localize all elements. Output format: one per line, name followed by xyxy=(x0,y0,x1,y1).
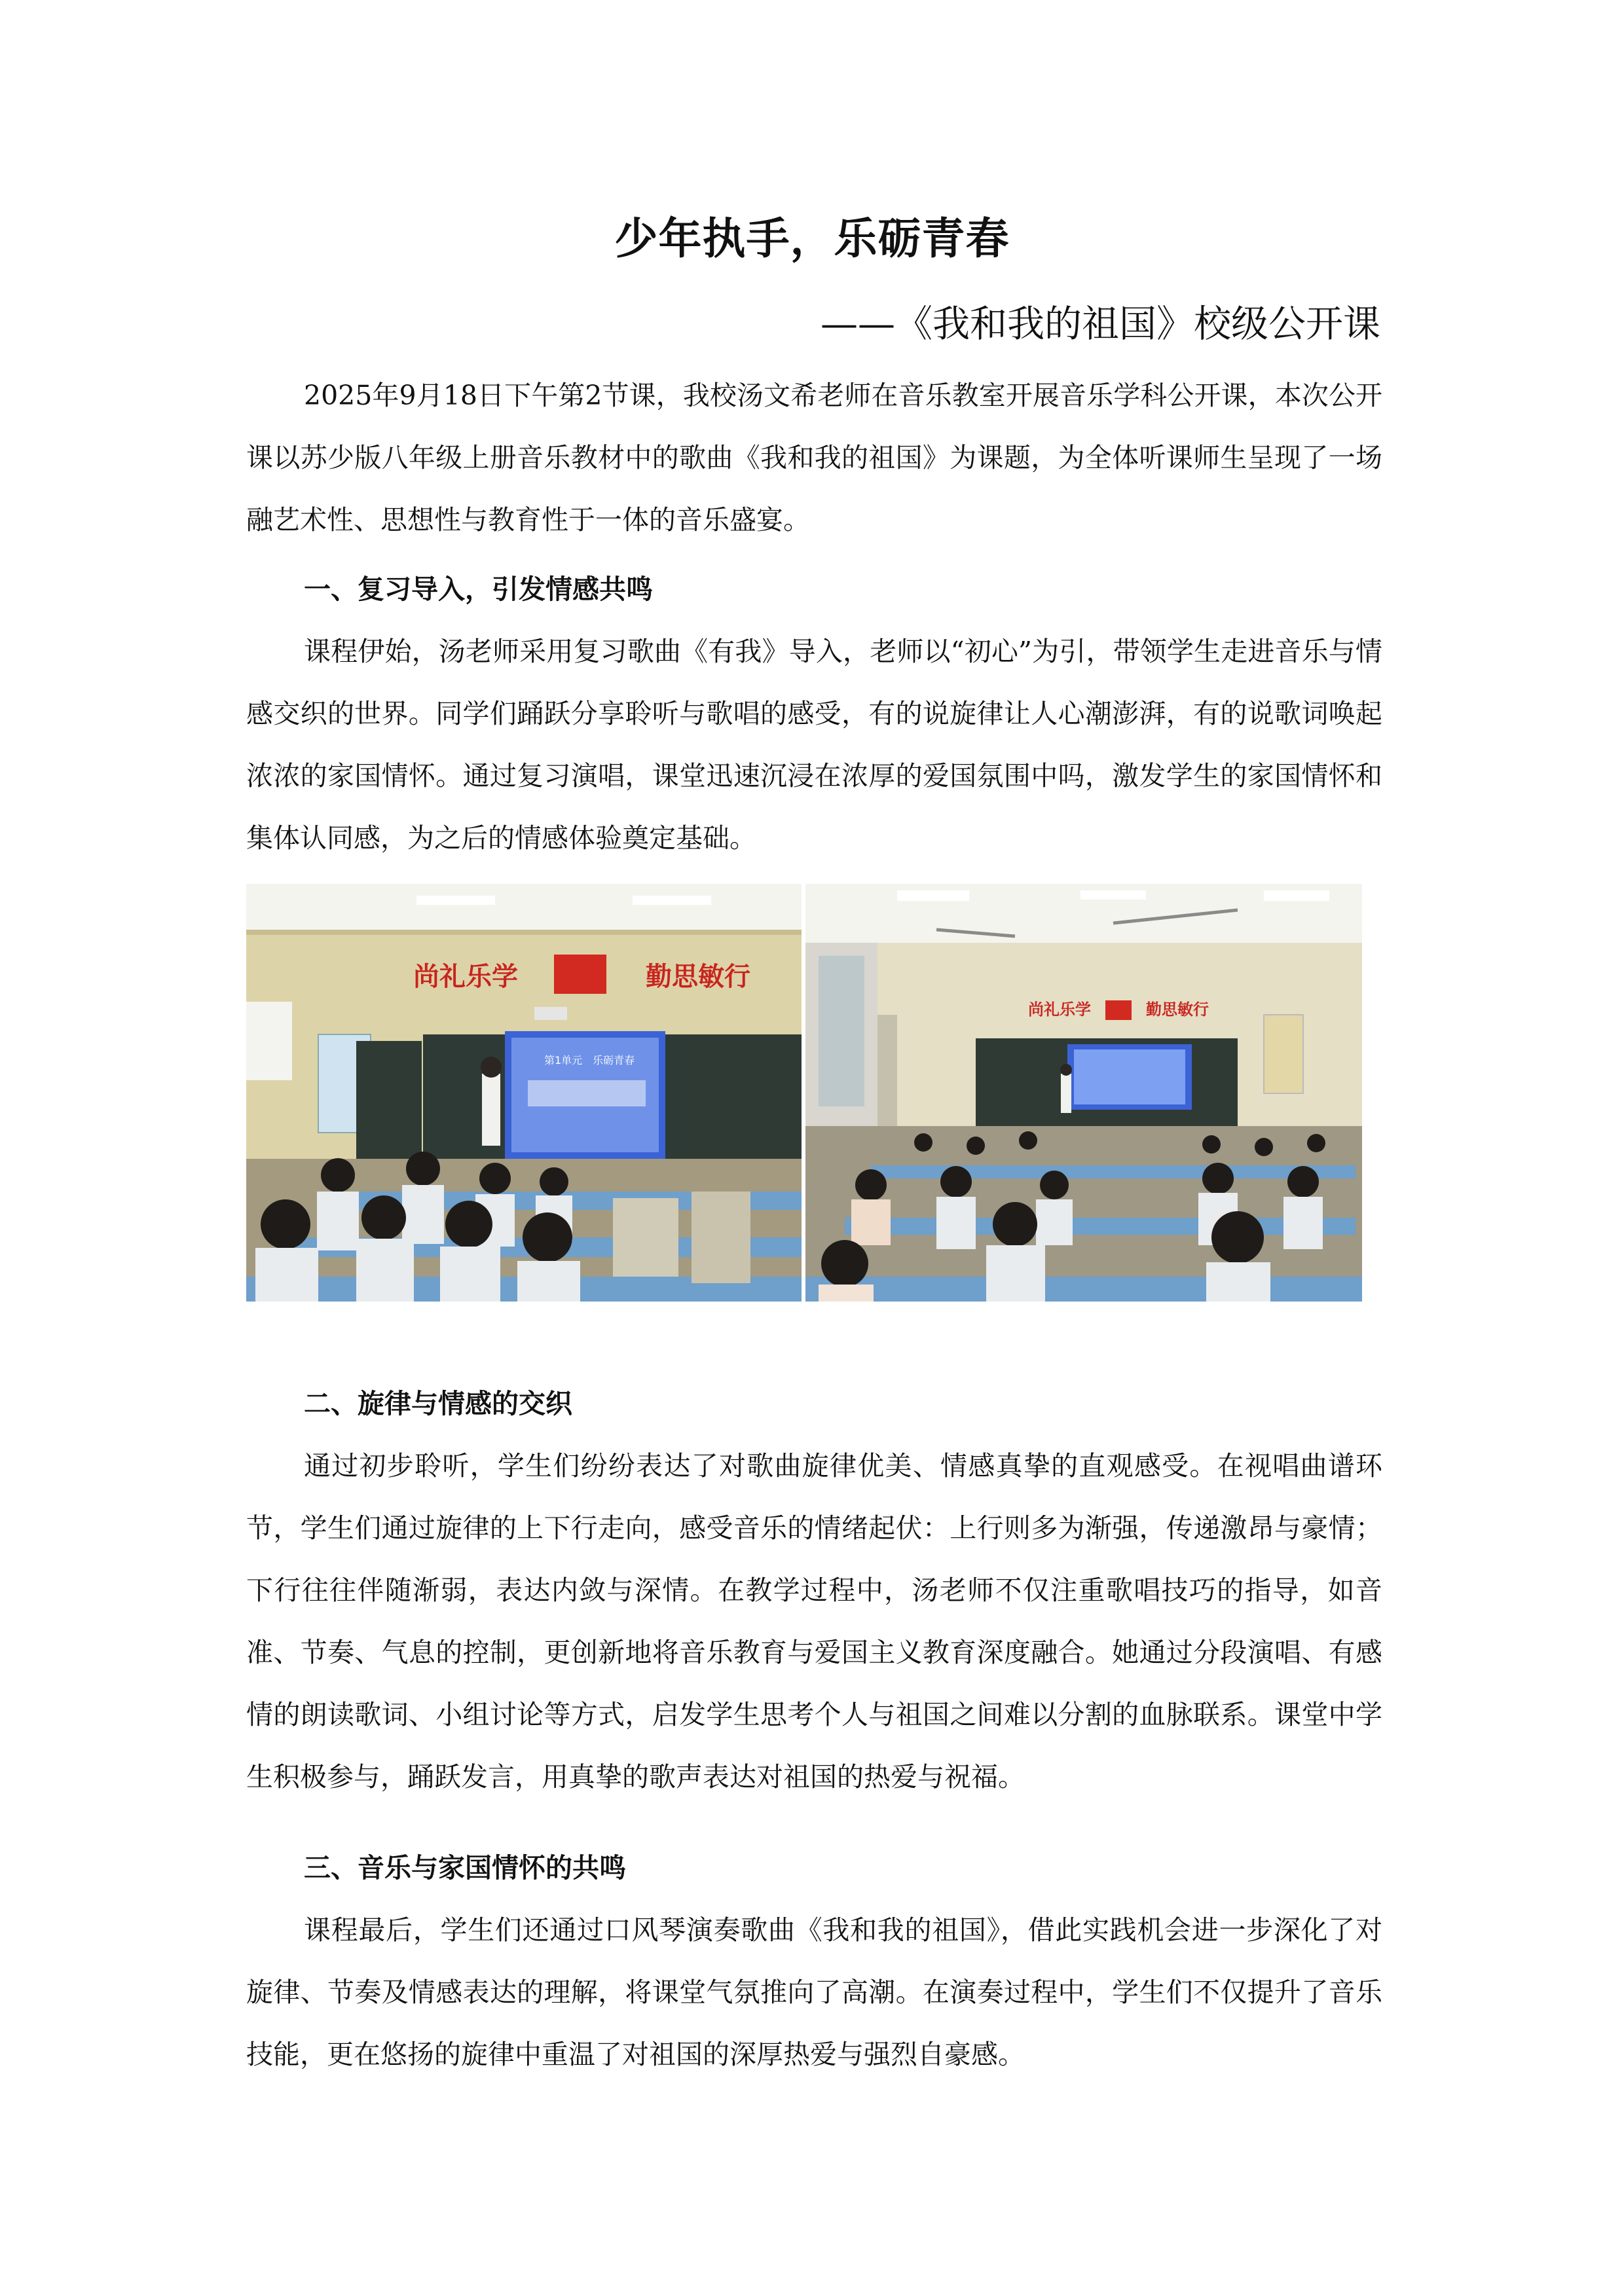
section-1-paragraph: 课程伊始，汤老师采用复习歌曲《有我》导入，老师以“初心”为引，带领学生走进音乐与情感交织的世界。同学们踊跃分享聆听与歌唱的感受，有的说旋律让人心潮澎湃，有的说歌词唤起浓浓的家国情怀。通过复习演唱，课堂迅速沉浸在浓厚的爱国氛围中吗，激发学生的家国情怀和集体认同感，为之后的情感体验奠定基础。 xyxy=(246,636,1382,854)
classroom-photo-back xyxy=(805,884,1362,1302)
section-2-paragraph: 通过初步聆听，学生们纷纷表达了对歌曲旋律优美、情感真挚的直观感受。在视唱曲谱环节，学生们通过旋律的上下行走向，感受音乐的情绪起伏：上行则多为渐强，传递激昂与豪情；下行往往伴随渐弱，表达内敛与深情。在教学过程中，汤老师不仅注重歌唱技巧的指导，如音准、节奏、气息的控制，更创新地将音乐教育与爱国主义教育深度融合。她通过分段演唱、有感情的朗读歌词、小组讨论等方式，启发学生思考个人与祖国之间难以分割的血脉联系。课堂中学生积极参与，踊跃发言，用真挚的歌声表达对祖国的热爱与祝福。 xyxy=(246,1450,1382,1793)
document-subtitle: ——《我和我的祖国》校级公开课 xyxy=(821,302,1380,346)
document-title: 少年执手，乐砺青春 xyxy=(614,213,1010,264)
slogan-right-2: 勤思敏行 xyxy=(1146,1000,1209,1019)
section-1-heading: 一、复习导入，引发情感共鸣 xyxy=(304,574,653,605)
screen-title-1: 第1单元 乐砺青春 xyxy=(544,1054,635,1066)
section-2-heading: 二、旋律与情感的交织 xyxy=(304,1388,572,1419)
intro-paragraph: 2025年9月18日下午第2节课，我校汤文希老师在音乐教室开展音乐学科公开课，本次公开课以苏少版八年级上册音乐教材中的歌曲《我和我的祖国》为课题，为全体听课师生呈现了一场融艺术性、思想性与教育性于一体的音乐盛宴。 xyxy=(246,380,1382,536)
classroom-photo-front xyxy=(246,884,802,1302)
classroom-photo-back-image xyxy=(805,884,1362,1302)
slogan-left-1: 尚礼乐学 xyxy=(413,962,518,992)
section-3-paragraph: 课程最后，学生们还通过口风琴演奏歌曲《我和我的祖国》，借此实践机会进一步深化了对旋律、节奏及情感表达的理解，将课堂气氛推向了高潮。在演奏过程中，学生们不仅提升了音乐技能，更在悠扬的旋律中重温了对祖国的深厚热爱与强烈自豪感。 xyxy=(246,1914,1382,2070)
classroom-photo-front-image xyxy=(246,884,802,1302)
slogan-right-1: 勤思敏行 xyxy=(646,962,750,992)
section-3-heading: 三、音乐与家国情怀的共鸣 xyxy=(304,1852,626,1884)
slogan-left-2: 尚礼乐学 xyxy=(1028,1000,1091,1019)
